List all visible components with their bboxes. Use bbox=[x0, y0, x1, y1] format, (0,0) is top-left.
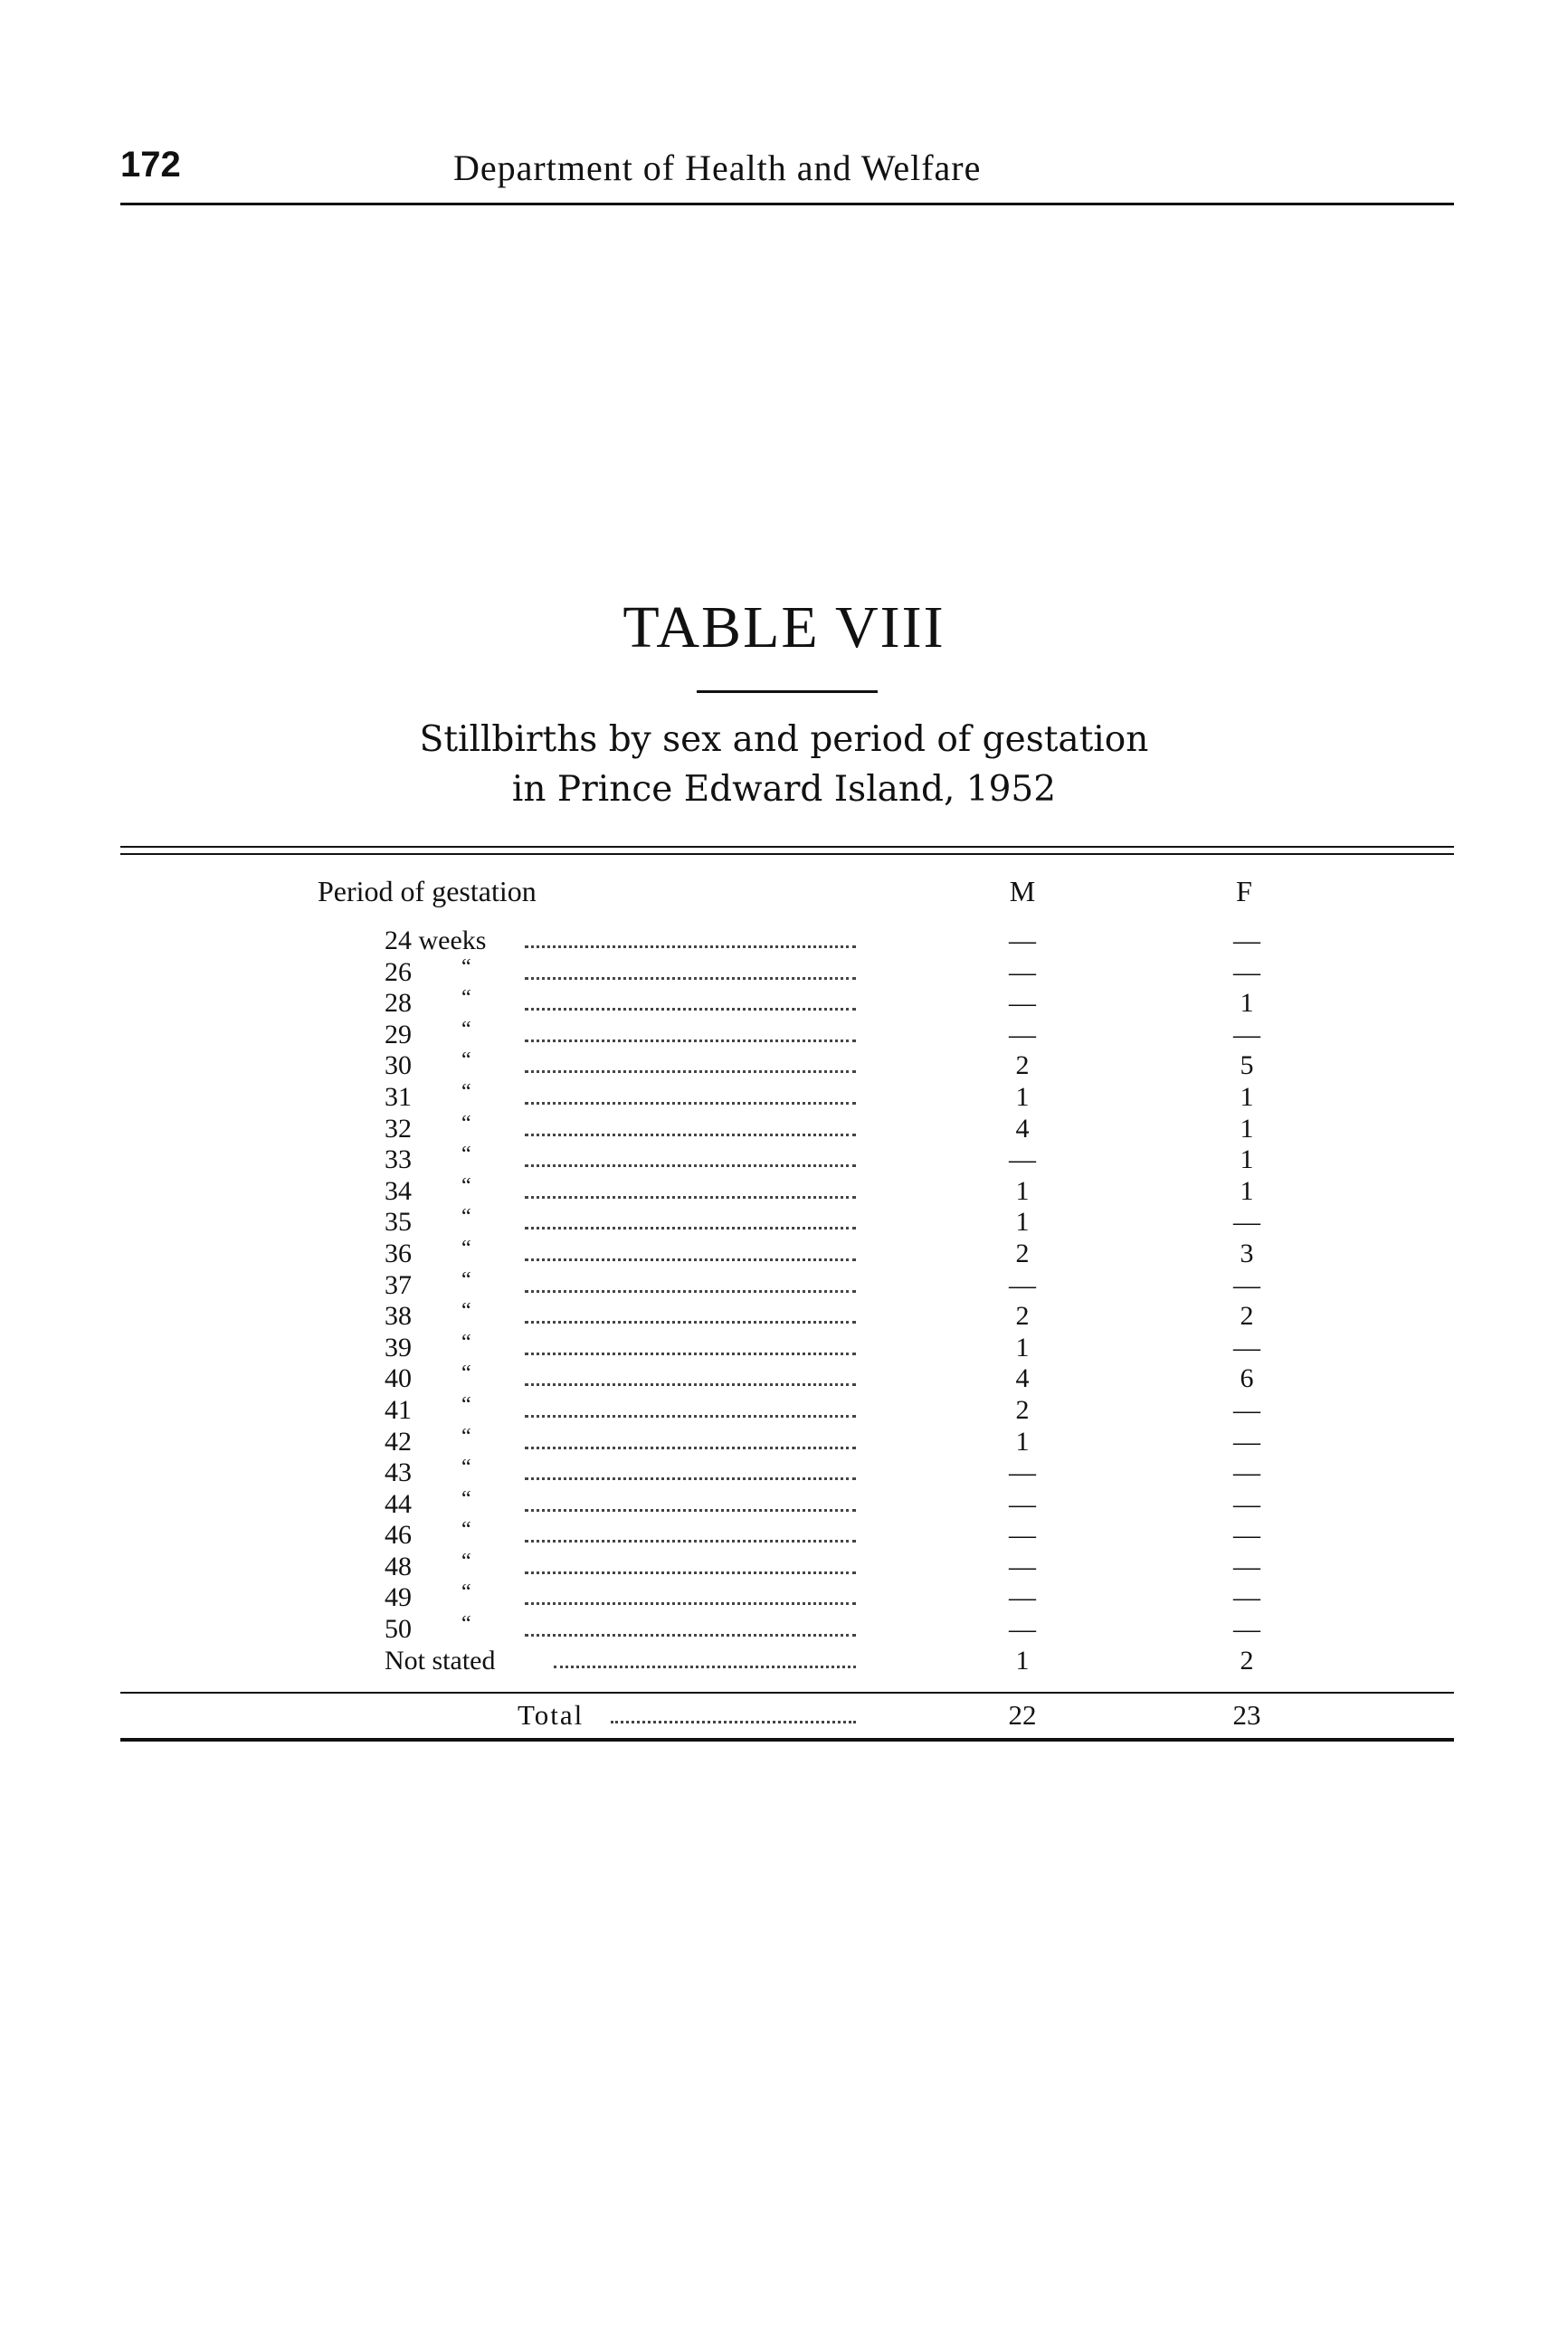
cell-f: 2 bbox=[1240, 1301, 1254, 1332]
column-header-period: Period of gestation bbox=[318, 875, 537, 907]
table-row bbox=[0, 1330, 1568, 1364]
row-label: 29 bbox=[385, 1019, 412, 1049]
ditto-mark: “ bbox=[461, 1079, 471, 1104]
leader-dots bbox=[611, 1712, 856, 1723]
total-separator-rule bbox=[120, 1692, 1454, 1694]
leader-dots bbox=[525, 1155, 856, 1167]
row-label: 41 bbox=[385, 1394, 412, 1425]
cell-f: 1 bbox=[1240, 1113, 1254, 1144]
table-row bbox=[0, 1614, 1568, 1646]
table-row bbox=[0, 1236, 1568, 1270]
table-row bbox=[0, 1582, 1568, 1614]
table-row bbox=[0, 1520, 1568, 1552]
leader-dots bbox=[525, 1061, 856, 1073]
cell-f: 6 bbox=[1240, 1363, 1254, 1394]
cell-f: 5 bbox=[1240, 1050, 1254, 1081]
cell-f: 1 bbox=[1240, 988, 1254, 1019]
table-row bbox=[0, 1079, 1568, 1114]
cell-m: 4 bbox=[1015, 1363, 1030, 1394]
cell-m: — bbox=[1009, 1582, 1036, 1613]
cell-f: 3 bbox=[1240, 1238, 1254, 1268]
row-label: 48 bbox=[385, 1551, 412, 1581]
table-row bbox=[0, 1363, 1568, 1395]
total-f: 23 bbox=[1232, 1699, 1261, 1731]
cell-m: — bbox=[1009, 1520, 1036, 1551]
cell-m: 2 bbox=[1015, 1301, 1030, 1332]
row-label: 38 bbox=[385, 1301, 412, 1332]
table-top-rule-1 bbox=[120, 846, 1454, 848]
leader-dots bbox=[525, 999, 856, 1011]
cell-f: 2 bbox=[1240, 1645, 1254, 1676]
leader-dots bbox=[525, 1187, 856, 1199]
cell-f: 1 bbox=[1240, 1081, 1254, 1112]
table-row bbox=[0, 1017, 1568, 1051]
total-label: Total bbox=[518, 1699, 584, 1731]
row-label: 24 weeks bbox=[385, 926, 487, 955]
table-bottom-rule bbox=[120, 1738, 1454, 1742]
leader-dots bbox=[525, 1312, 856, 1324]
row-label: 26 bbox=[385, 956, 412, 987]
ditto-mark: “ bbox=[461, 1267, 471, 1292]
leader-dots bbox=[525, 1281, 856, 1293]
table-row bbox=[0, 1050, 1568, 1082]
table-row bbox=[0, 1646, 1568, 1677]
row-label: 32 bbox=[385, 1113, 412, 1144]
table-body bbox=[0, 926, 1568, 1676]
cell-m: — bbox=[1009, 988, 1036, 1019]
total-row bbox=[0, 1699, 1568, 1735]
cell-m: 1 bbox=[1015, 1175, 1030, 1206]
leader-dots bbox=[525, 968, 856, 980]
leader-dots bbox=[525, 936, 856, 948]
cell-m: — bbox=[1009, 1551, 1036, 1581]
row-label: 36 bbox=[385, 1238, 412, 1268]
cell-f: — bbox=[1233, 956, 1260, 987]
ditto-mark: “ bbox=[461, 1424, 471, 1448]
cell-f: — bbox=[1233, 1520, 1260, 1551]
cell-f: — bbox=[1233, 1488, 1260, 1519]
leader-dots bbox=[525, 1343, 856, 1355]
leader-dots bbox=[525, 1406, 856, 1418]
ditto-mark: “ bbox=[461, 1205, 471, 1229]
cell-f: 1 bbox=[1240, 1144, 1254, 1175]
leader-dots bbox=[525, 1374, 856, 1386]
ditto-mark: “ bbox=[461, 1236, 471, 1260]
page-header bbox=[120, 145, 1454, 199]
cell-f: — bbox=[1233, 1019, 1260, 1049]
cell-m: 4 bbox=[1015, 1113, 1030, 1144]
ditto-mark: “ bbox=[461, 1049, 471, 1073]
cell-m: 2 bbox=[1015, 1394, 1030, 1425]
row-label: 34 bbox=[385, 1175, 412, 1206]
row-label: 28 bbox=[385, 988, 412, 1019]
cell-f: — bbox=[1233, 1614, 1260, 1645]
cell-f: — bbox=[1233, 1457, 1260, 1488]
cell-f: — bbox=[1233, 1207, 1260, 1238]
title-rule bbox=[697, 690, 878, 693]
row-label: 37 bbox=[385, 1269, 412, 1300]
cell-m: — bbox=[1009, 1614, 1036, 1645]
table-row bbox=[0, 1549, 1568, 1583]
ditto-mark: “ bbox=[461, 1549, 471, 1573]
cell-f: — bbox=[1233, 1332, 1260, 1362]
ditto-mark: “ bbox=[461, 1612, 471, 1637]
ditto-mark: “ bbox=[461, 986, 471, 1011]
row-label: 46 bbox=[385, 1520, 412, 1551]
cell-m: — bbox=[1009, 956, 1036, 987]
cell-f: — bbox=[1233, 1394, 1260, 1425]
leader-dots bbox=[525, 1468, 856, 1480]
running-title: Department of Health and Welfare bbox=[453, 147, 982, 188]
cell-f: — bbox=[1233, 926, 1260, 955]
cell-m: — bbox=[1009, 926, 1036, 955]
row-label: 42 bbox=[385, 1426, 412, 1457]
table-row bbox=[0, 1207, 1568, 1239]
cell-m: 1 bbox=[1015, 1207, 1030, 1238]
leader-dots bbox=[525, 1438, 856, 1449]
leader-dots bbox=[525, 1500, 856, 1512]
row-label: 40 bbox=[385, 1363, 412, 1394]
table-subtitle-line1: Stillbirths by sex and period of gestation bbox=[419, 719, 1149, 760]
table-row bbox=[0, 1392, 1568, 1427]
row-label: 43 bbox=[385, 1457, 412, 1488]
row-label: 33 bbox=[385, 1144, 412, 1175]
table-row bbox=[0, 926, 1568, 957]
leader-dots bbox=[525, 1093, 856, 1105]
table-top-rule-2 bbox=[120, 853, 1454, 855]
table-row bbox=[0, 1424, 1568, 1458]
header-rule bbox=[120, 203, 1454, 205]
table-row bbox=[0, 988, 1568, 1020]
leader-dots bbox=[525, 1593, 856, 1605]
row-label: 44 bbox=[385, 1488, 412, 1519]
cell-f: — bbox=[1233, 1426, 1260, 1457]
row-label: 39 bbox=[385, 1332, 412, 1362]
table-row bbox=[0, 1457, 1568, 1489]
ditto-mark: “ bbox=[461, 954, 471, 979]
cell-m: — bbox=[1009, 1019, 1036, 1049]
table-row bbox=[0, 1144, 1568, 1176]
cell-m: — bbox=[1009, 1457, 1036, 1488]
column-header-m: M bbox=[1009, 875, 1036, 907]
cell-m: 2 bbox=[1015, 1050, 1030, 1081]
cell-m: 1 bbox=[1015, 1332, 1030, 1362]
cell-m: 1 bbox=[1015, 1426, 1030, 1457]
total-m: 22 bbox=[1008, 1699, 1037, 1731]
ditto-mark: “ bbox=[461, 1017, 471, 1041]
table-row bbox=[0, 1173, 1568, 1208]
row-label: 35 bbox=[385, 1207, 412, 1238]
cell-f: 1 bbox=[1240, 1175, 1254, 1206]
cell-m: 1 bbox=[1015, 1645, 1030, 1676]
ditto-mark: “ bbox=[461, 1299, 471, 1324]
leader-dots bbox=[525, 1030, 856, 1042]
leader-dots bbox=[525, 1125, 856, 1136]
table-row bbox=[0, 1111, 1568, 1145]
row-label: 49 bbox=[385, 1582, 412, 1613]
cell-f: — bbox=[1233, 1582, 1260, 1613]
column-header-f: F bbox=[1236, 875, 1252, 907]
ditto-mark: “ bbox=[461, 1111, 471, 1135]
cell-m: 2 bbox=[1015, 1238, 1030, 1268]
table-row bbox=[0, 1267, 1568, 1302]
cell-m: — bbox=[1009, 1269, 1036, 1300]
row-label: Not stated bbox=[385, 1645, 496, 1676]
table-title: TABLE VIII bbox=[622, 594, 946, 660]
table-row bbox=[0, 1486, 1568, 1521]
ditto-mark: “ bbox=[461, 1362, 471, 1386]
row-label: 50 bbox=[385, 1614, 412, 1645]
leader-dots bbox=[525, 1249, 856, 1261]
ditto-mark: “ bbox=[461, 1486, 471, 1511]
cell-m: — bbox=[1009, 1488, 1036, 1519]
leader-dots bbox=[525, 1531, 856, 1543]
cell-f: — bbox=[1233, 1269, 1260, 1300]
leader-dots bbox=[554, 1657, 856, 1668]
ditto-mark: “ bbox=[461, 1173, 471, 1198]
table-row bbox=[0, 1301, 1568, 1333]
ditto-mark: “ bbox=[461, 1456, 471, 1480]
leader-dots bbox=[525, 1562, 856, 1574]
leader-dots bbox=[525, 1218, 856, 1229]
ditto-mark: “ bbox=[461, 1392, 471, 1417]
ditto-mark: “ bbox=[461, 1518, 471, 1543]
ditto-mark: “ bbox=[461, 1581, 471, 1605]
cell-f: — bbox=[1233, 1551, 1260, 1581]
cell-m: 1 bbox=[1015, 1081, 1030, 1112]
ditto-mark: “ bbox=[461, 1330, 471, 1354]
row-label: 31 bbox=[385, 1081, 412, 1112]
table-row bbox=[0, 954, 1568, 989]
leader-dots bbox=[525, 1625, 856, 1637]
ditto-mark: “ bbox=[461, 1143, 471, 1167]
table-subtitle-line2: in Prince Edward Island, 1952 bbox=[511, 769, 1057, 810]
cell-m: — bbox=[1009, 1144, 1036, 1175]
page-number: 172 bbox=[120, 145, 181, 185]
row-label: 30 bbox=[385, 1050, 412, 1081]
